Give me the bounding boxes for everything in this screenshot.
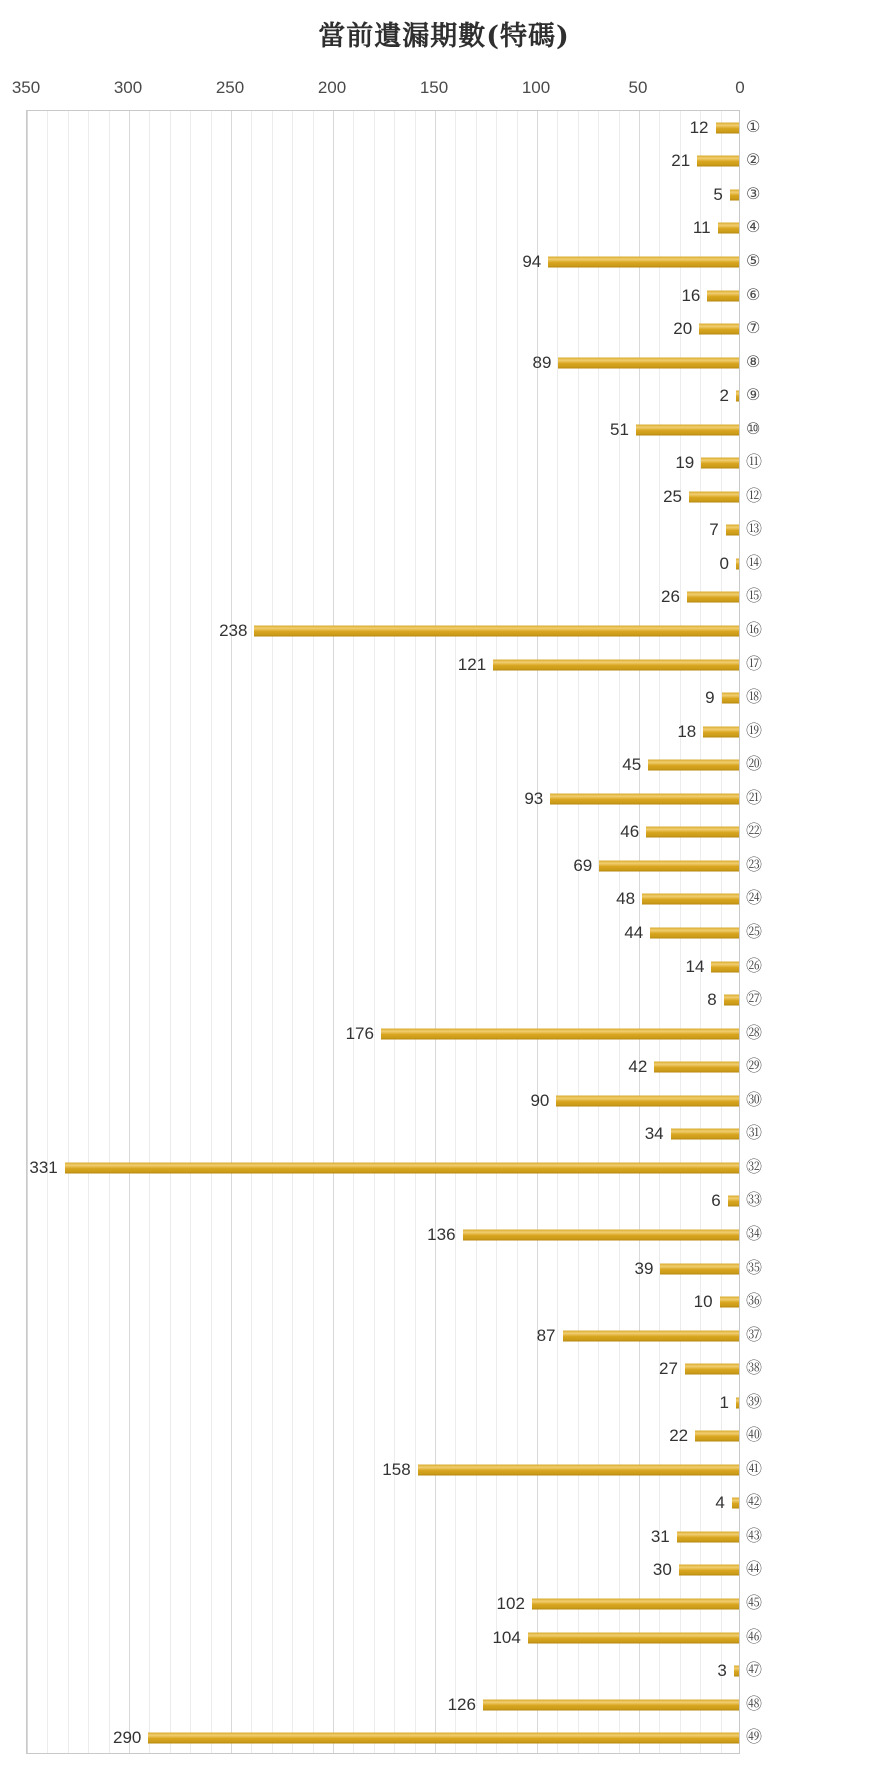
bar-row [27,1688,740,1722]
bar-row [27,1285,740,1319]
bar-row [27,748,740,782]
x-tick-label: 0 [735,78,745,97]
category-label: ㉟ [746,1257,763,1277]
category-label-row [740,479,790,513]
bar-value-label: 20 [673,319,693,339]
bar-row [27,816,740,850]
bar-value-label: 331 [29,1157,58,1177]
x-tick-label: 300 [113,78,143,97]
category-label: ㊴ [746,1391,763,1411]
x-tick-label: 350 [11,78,41,97]
bar-row [27,782,740,816]
category-label-row [740,1016,790,1050]
bar-row [27,1151,740,1185]
category-label: ④ [746,217,761,237]
bar-row [27,614,740,648]
bar-row [27,413,740,447]
bar-value-label: 2 [719,386,729,406]
category-label: ㉑ [746,787,763,807]
category-label: ㊹ [746,1559,763,1579]
category-label: ㉔ [746,888,763,908]
bar [695,1431,740,1442]
category-label-row [740,177,790,211]
category-label-row [740,244,790,278]
bar-value-label: 7 [709,520,719,540]
bar-row [27,245,740,279]
bar [148,1733,740,1744]
category-label: ⑮ [746,586,763,606]
category-label-row [740,1217,790,1251]
bar-value-label: 90 [530,1090,550,1110]
x-tick-label: 50 [628,78,648,97]
category-label: ㉙ [746,1056,763,1076]
bar [528,1632,740,1643]
bar [642,894,740,905]
bar [483,1699,740,1710]
x-tick-label: 250 [215,78,245,97]
category-label: ㊺ [746,1593,763,1612]
bar-row [27,1554,740,1588]
category-label: ㉚ [746,1089,763,1109]
category-label-row [740,848,790,882]
bar [556,1095,740,1106]
category-label-row [740,513,790,547]
bar-value-label: 22 [669,1426,689,1446]
bar [726,525,740,536]
category-label: ㉒ [746,821,763,841]
bar-value-label: 93 [524,788,544,808]
category-label-row [740,144,790,178]
category-label: ㉞ [746,1223,763,1243]
category-label: ⑩ [746,418,761,438]
bar-value-label: 94 [522,251,542,271]
bar-value-label: 31 [650,1526,670,1546]
category-label: ⑭ [746,552,763,572]
category-label-row [740,1385,790,1419]
bar [707,290,740,301]
category-label-row [740,915,790,949]
bar-value-label: 25 [663,486,682,506]
category-label: ㉛ [746,1123,763,1143]
bar-value-label: 26 [661,587,680,607]
bar [65,1162,740,1173]
bar [679,1565,740,1576]
category-label-row [740,1049,790,1083]
category-label-row [740,1620,790,1654]
bar-value-label: 46 [620,822,640,842]
category-label: ① [746,116,761,136]
bar-row [27,514,740,548]
plot-area [26,110,740,1754]
category-label: ㉘ [746,1022,763,1042]
category-label-row [740,1083,790,1117]
bar-value-label: 238 [219,621,248,641]
bar [701,458,740,469]
bar [381,1028,740,1039]
category-label-row [740,1586,790,1620]
category-label-row [740,311,790,345]
category-label: ㊲ [746,1324,763,1344]
bar-value-label: 158 [382,1459,411,1479]
bar-row [27,346,740,380]
bar-row [27,849,740,883]
bar [722,693,740,704]
category-label-row [740,1351,790,1385]
bar-row [27,178,740,212]
category-label: ㉕ [746,921,763,941]
bar-value-label: 5 [713,184,723,204]
category-label-row [740,1452,790,1486]
category-label: ㊳ [746,1358,763,1378]
bar-value-label: 102 [496,1594,525,1613]
bar-row [27,480,740,514]
category-label-row [740,1687,790,1721]
category-label: ⑱ [746,687,763,707]
bar [646,827,740,838]
bar [699,324,740,335]
bar-value-label: 12 [689,117,709,137]
x-tick-label: 200 [317,78,347,97]
bar-row [27,1419,740,1453]
bar-row [27,681,740,715]
bar-row [27,1118,740,1152]
category-label-row [740,949,790,983]
bar-value-label: 34 [644,1124,664,1144]
bar [689,491,740,502]
category-label-row [740,714,790,748]
category-label: ㊾ [746,1727,763,1747]
category-label: ㊻ [746,1626,763,1646]
x-tick-label: 100 [521,78,551,97]
bar-value-label: 290 [113,1728,142,1748]
category-label: ⑳ [746,754,763,774]
bar-value-label: 89 [532,352,552,372]
bar [254,626,740,637]
category-label: ⑪ [746,452,763,472]
bar-value-label: 44 [624,922,644,942]
bar-value-label: 6 [711,1191,721,1211]
category-label-row [740,815,790,849]
category-label: ⑨ [746,385,761,405]
bar-row [27,111,740,145]
category-label: ⑦ [746,318,761,338]
category-label-row [740,378,790,412]
bar-value-label: 42 [628,1057,648,1077]
bar [687,592,740,603]
bar-row [27,145,740,179]
category-label: ⑯ [746,620,763,640]
category-label: ㊷ [746,1492,763,1512]
bar-value-label: 0 [719,553,729,573]
category-label-row [740,1553,790,1587]
category-label-row [740,278,790,312]
bar [599,860,740,871]
bar-value-label: 48 [616,889,636,909]
category-label-row [740,412,790,446]
bar-row [27,1621,740,1655]
bar-value-label: 4 [715,1493,725,1513]
bar [718,223,740,234]
bar-row [27,1587,740,1621]
bar-value-label: 8 [707,990,717,1010]
category-label: ② [746,150,761,170]
category-label-row [740,1486,790,1520]
bar-value-label: 1 [719,1392,729,1412]
bar-row [27,1386,740,1420]
category-label-row [740,580,790,614]
bar [697,156,740,167]
bar-value-label: 69 [573,855,593,875]
bar [548,256,740,267]
bar-value-label: 11 [692,218,711,238]
category-label-row [740,1184,790,1218]
bar-row [27,983,740,1017]
category-label-row [740,680,790,714]
bar [563,1330,740,1341]
bar-row [27,1050,740,1084]
category-label: ㉖ [746,955,763,975]
x-tick-label: 150 [419,78,449,97]
bar-row [27,581,740,615]
bar-value-label: 39 [634,1258,654,1278]
category-label-row [740,446,790,480]
bar-value-label: 176 [345,1023,374,1043]
bar [716,122,740,133]
bar [550,793,740,804]
bar-value-label: 10 [693,1292,713,1312]
bar-row [27,212,740,246]
bar-value-label: 21 [671,151,691,171]
bar-value-label: 121 [457,654,487,674]
bar [636,424,740,435]
bar-value-label: 3 [717,1661,727,1681]
bar-row [27,1520,740,1554]
bar-row [27,279,740,313]
bar-value-label: 45 [622,755,642,775]
category-label-row [740,1284,790,1318]
bar [671,1129,740,1140]
bar-row [27,447,740,481]
bar [648,760,740,771]
category-label: ㊸ [746,1525,763,1545]
bar-row [27,312,740,346]
category-label: ⑥ [746,284,761,304]
category-label: ㊽ [746,1693,763,1713]
bar-row [27,1218,740,1252]
bar-value-label: 87 [536,1325,556,1345]
category-label-row [740,1519,790,1553]
bar-value-label: 14 [685,956,705,976]
bar-row [27,379,740,413]
bar-row [27,1654,740,1688]
category-label: ㊼ [746,1660,763,1680]
category-label-row [740,781,790,815]
category-label-row [740,613,790,647]
bar-value-label: 51 [610,419,629,439]
category-label-row [740,1318,790,1352]
bar-row [27,1319,740,1353]
category-label: ㉗ [746,989,763,1009]
bar-value-label: 18 [677,721,697,741]
category-label: ㉝ [746,1190,763,1210]
bar-value-label: 27 [658,1359,678,1379]
bar-value-label: 9 [705,688,715,708]
bar-row [27,1721,740,1754]
bar-row [27,883,740,917]
category-label: ⑬ [746,519,763,539]
x-axis-ticks [11,78,862,106]
category-label: ③ [746,183,761,203]
category-label: ⑤ [746,250,761,270]
bar [724,995,740,1006]
category-label: ㊶ [746,1458,763,1478]
category-label: ㊱ [746,1291,763,1311]
bar [677,1531,740,1542]
category-label-row [740,1117,790,1151]
bar [558,357,740,368]
category-label: ⑰ [746,653,763,673]
bar [463,1229,740,1240]
bar [493,659,740,670]
category-label-row [740,1653,790,1687]
bar [703,726,740,737]
category-label: ⑫ [746,485,763,505]
bar-row [27,648,740,682]
bar [654,1062,740,1073]
bar [650,927,740,938]
bar-row [27,1352,740,1386]
bar-value-label: 16 [681,285,701,305]
category-label-row [740,1720,790,1754]
bar-row [27,950,740,984]
bar [660,1263,740,1274]
bar-row [27,1453,740,1487]
bar-value-label: 19 [675,453,695,473]
bar-row [27,916,740,950]
category-label-row [740,546,790,580]
bar-row [27,1017,740,1051]
bar-row [27,1252,740,1286]
category-axis [740,110,790,1754]
category-label-row [740,1251,790,1285]
category-label-row [740,647,790,681]
category-label: ㉜ [746,1156,763,1176]
category-label-row [740,345,790,379]
category-label-row [740,211,790,245]
category-label: ⑧ [746,351,761,371]
bar-row [27,1487,740,1521]
bar-value-label: 30 [652,1560,672,1580]
category-label-row [740,1418,790,1452]
bar-value-label: 104 [492,1627,521,1647]
category-label-row [740,882,790,916]
category-label: ㉓ [746,854,763,874]
bar-row [27,1185,740,1219]
bar [711,961,740,972]
bar-value-label: 136 [427,1224,456,1244]
category-label: ㊵ [746,1425,763,1445]
bar [532,1599,740,1610]
bar-value-label: 126 [447,1694,476,1714]
category-label-row [740,1150,790,1184]
category-label: ⑲ [746,720,763,740]
category-label-row [740,110,790,144]
chart-title: 當前遺漏期數(特碼) [318,21,570,52]
bar-row [27,547,740,581]
bar [685,1364,740,1375]
category-label-row [740,982,790,1016]
bar-row [27,1084,740,1118]
bar [418,1464,740,1475]
bar [720,1297,740,1308]
bar-row [27,715,740,749]
category-label-row [740,747,790,781]
